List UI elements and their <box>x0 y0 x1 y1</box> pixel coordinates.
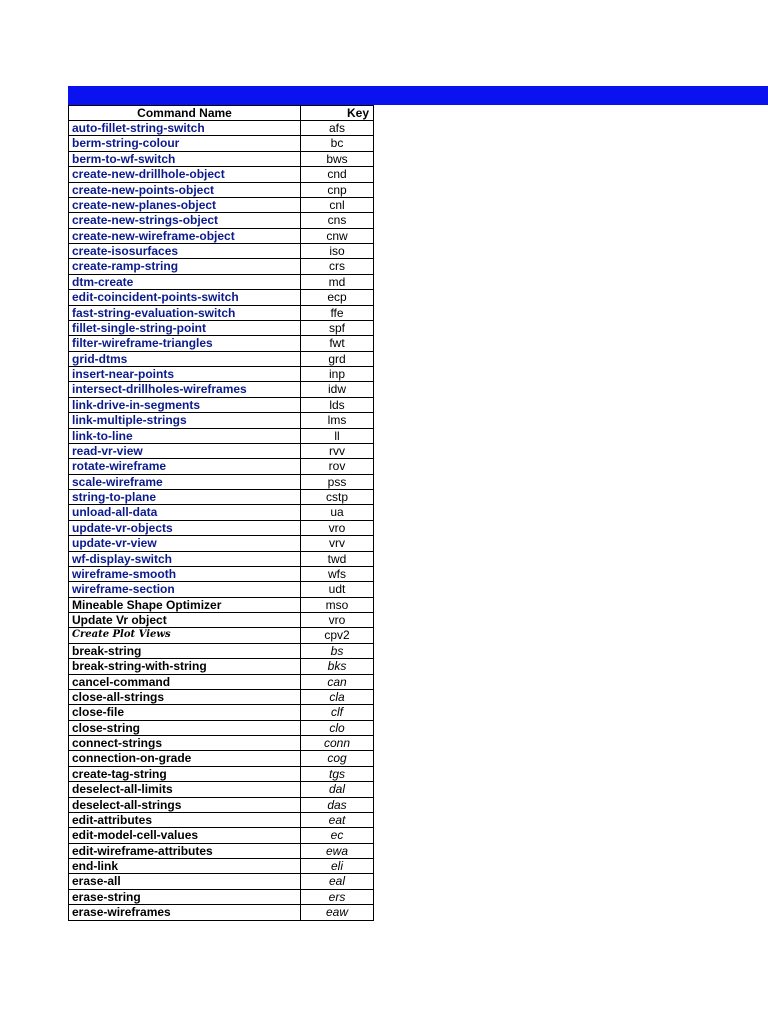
command-name-cell[interactable]: create-tag-string <box>68 767 301 781</box>
table-row[interactable] <box>68 136 374 151</box>
key-cell[interactable]: cpv2 <box>301 628 374 642</box>
table-row[interactable] <box>68 782 374 797</box>
key-cell[interactable]: pss <box>301 475 374 489</box>
key-header: Key <box>301 106 374 120</box>
command-name-cell[interactable]: filter-wireframe-triangles <box>68 336 301 350</box>
table-row[interactable] <box>68 613 374 628</box>
key-cell[interactable]: can <box>301 675 374 689</box>
command-name-cell[interactable]: connection-on-grade <box>68 751 301 765</box>
command-name-cell[interactable]: unload-all-data <box>68 505 301 519</box>
command-name-cell[interactable]: string-to-plane <box>68 490 301 504</box>
key-cell[interactable]: eli <box>301 859 374 873</box>
table-row[interactable] <box>68 429 374 444</box>
key-cell[interactable]: ffe <box>301 306 374 320</box>
key-cell[interactable]: cnd <box>301 167 374 181</box>
table-row[interactable] <box>68 213 374 228</box>
command-name-cell[interactable]: edit-coincident-points-switch <box>68 290 301 304</box>
table-row[interactable] <box>68 475 374 490</box>
table-row[interactable] <box>68 321 374 336</box>
key-cell[interactable]: eal <box>301 874 374 888</box>
command-name-cell[interactable]: Create Plot Views <box>68 628 301 642</box>
table-row[interactable] <box>68 198 374 213</box>
key-cell[interactable]: udt <box>301 582 374 596</box>
key-cell[interactable]: conn <box>301 736 374 750</box>
table-row[interactable] <box>68 767 374 782</box>
table-row[interactable] <box>68 382 374 397</box>
key-cell[interactable]: bs <box>301 644 374 658</box>
key-cell[interactable]: eat <box>301 813 374 827</box>
key-cell[interactable]: cla <box>301 690 374 704</box>
table-row[interactable] <box>68 582 374 597</box>
table-row[interactable] <box>68 798 374 813</box>
key-cell[interactable]: twd <box>301 552 374 566</box>
command-name-cell[interactable]: create-new-drillhole-object <box>68 167 301 181</box>
table-row[interactable] <box>68 398 374 413</box>
command-name-cell[interactable]: scale-wireframe <box>68 475 301 489</box>
key-cell[interactable]: eaw <box>301 905 374 919</box>
table-row[interactable] <box>68 659 374 674</box>
key-cell[interactable]: fwt <box>301 336 374 350</box>
command-name-cell[interactable]: break-string-with-string <box>68 659 301 673</box>
key-cell[interactable]: tgs <box>301 767 374 781</box>
key-cell[interactable]: das <box>301 798 374 812</box>
key-cell[interactable]: grd <box>301 352 374 366</box>
key-cell[interactable]: inp <box>301 367 374 381</box>
table-row[interactable] <box>68 736 374 751</box>
key-cell[interactable]: ers <box>301 890 374 904</box>
key-cell[interactable]: cnl <box>301 198 374 212</box>
table-row[interactable] <box>68 628 374 643</box>
table-row[interactable] <box>68 536 374 551</box>
command-name-cell[interactable]: edit-wireframe-attributes <box>68 844 301 858</box>
key-cell[interactable]: rov <box>301 459 374 473</box>
command-name-cell[interactable]: edit-model-cell-values <box>68 828 301 842</box>
key-cell[interactable]: spf <box>301 321 374 335</box>
command-name-cell[interactable]: cancel-command <box>68 675 301 689</box>
table-row[interactable] <box>68 352 374 367</box>
table-row[interactable] <box>68 844 374 859</box>
command-name-cell[interactable]: create-new-planes-object <box>68 198 301 212</box>
key-cell[interactable]: afs <box>301 121 374 135</box>
command-name-cell[interactable]: create-new-wireframe-object <box>68 229 301 243</box>
command-name-cell[interactable]: wf-display-switch <box>68 552 301 566</box>
command-name-cell[interactable]: intersect-drillholes-wireframes <box>68 382 301 396</box>
command-name-cell[interactable]: create-ramp-string <box>68 259 301 273</box>
table-row[interactable] <box>68 275 374 290</box>
command-name-cell[interactable]: create-new-strings-object <box>68 213 301 227</box>
table-row[interactable] <box>68 552 374 567</box>
key-cell[interactable]: vro <box>301 521 374 535</box>
command-name-cell[interactable]: close-file <box>68 705 301 719</box>
command-name-cell[interactable]: create-new-points-object <box>68 183 301 197</box>
key-cell[interactable]: mso <box>301 598 374 612</box>
table-row[interactable] <box>68 598 374 613</box>
key-cell[interactable]: ewa <box>301 844 374 858</box>
table-row[interactable] <box>68 121 374 136</box>
command-name-header: Command Name <box>68 106 301 120</box>
table-row[interactable] <box>68 675 374 690</box>
command-name-cell[interactable]: insert-near-points <box>68 367 301 381</box>
table-body <box>68 121 374 921</box>
command-name-cell[interactable]: grid-dtms <box>68 352 301 366</box>
table-row[interactable] <box>68 444 374 459</box>
key-cell[interactable]: lms <box>301 413 374 427</box>
key-cell[interactable]: cstp <box>301 490 374 504</box>
key-cell[interactable]: cog <box>301 751 374 765</box>
table-row[interactable] <box>68 859 374 874</box>
table-row[interactable] <box>68 721 374 736</box>
key-cell[interactable]: ua <box>301 505 374 519</box>
table-row[interactable] <box>68 490 374 505</box>
table-row[interactable] <box>68 521 374 536</box>
command-table <box>68 105 374 921</box>
key-cell[interactable]: crs <box>301 259 374 273</box>
table-header <box>68 105 374 121</box>
table-row[interactable] <box>68 690 374 705</box>
command-name-cell[interactable]: close-all-strings <box>68 690 301 704</box>
key-cell[interactable]: idw <box>301 382 374 396</box>
table-row[interactable] <box>68 259 374 274</box>
key-cell[interactable]: cnw <box>301 229 374 243</box>
table-row[interactable] <box>68 244 374 259</box>
key-cell[interactable]: ll <box>301 429 374 443</box>
table-row[interactable] <box>68 183 374 198</box>
command-name-cell[interactable]: deselect-all-limits <box>68 782 301 796</box>
command-name-cell[interactable]: erase-wireframes <box>68 905 301 919</box>
command-name-cell[interactable]: fast-string-evaluation-switch <box>68 306 301 320</box>
command-name-cell[interactable]: dtm-create <box>68 275 301 289</box>
command-name-cell[interactable]: rotate-wireframe <box>68 459 301 473</box>
command-name-cell[interactable]: Mineable Shape Optimizer <box>68 598 301 612</box>
command-name-cell[interactable]: close-string <box>68 721 301 735</box>
table-row[interactable] <box>68 167 374 182</box>
command-name-cell[interactable]: Update Vr object <box>68 613 301 627</box>
table-row[interactable] <box>68 459 374 474</box>
table-row[interactable] <box>68 336 374 351</box>
command-name-cell[interactable]: link-drive-in-segments <box>68 398 301 412</box>
key-cell[interactable]: rvv <box>301 444 374 458</box>
key-cell[interactable]: dal <box>301 782 374 796</box>
key-cell[interactable]: ecp <box>301 290 374 304</box>
table-row[interactable] <box>68 306 374 321</box>
table-row[interactable] <box>68 367 374 382</box>
command-name-cell[interactable]: erase-string <box>68 890 301 904</box>
key-cell[interactable]: wfs <box>301 567 374 581</box>
key-cell[interactable]: clo <box>301 721 374 735</box>
command-name-cell[interactable]: update-vr-view <box>68 536 301 550</box>
command-name-cell[interactable]: fillet-single-string-point <box>68 321 301 335</box>
command-name-cell[interactable]: berm-to-wf-switch <box>68 152 301 166</box>
table-row[interactable] <box>68 890 374 905</box>
table-row[interactable] <box>68 828 374 843</box>
key-cell[interactable]: iso <box>301 244 374 258</box>
table-row[interactable] <box>68 905 374 920</box>
command-name-cell[interactable]: update-vr-objects <box>68 521 301 535</box>
key-cell[interactable]: cns <box>301 213 374 227</box>
table-row[interactable] <box>68 505 374 520</box>
table-row[interactable] <box>68 874 374 889</box>
command-name-cell[interactable]: break-string <box>68 644 301 658</box>
table-row[interactable] <box>68 751 374 766</box>
command-name-cell[interactable]: read-vr-view <box>68 444 301 458</box>
command-name-cell[interactable]: create-isosurfaces <box>68 244 301 258</box>
key-cell[interactable]: bc <box>301 136 374 150</box>
command-name-cell[interactable]: link-to-line <box>68 429 301 443</box>
header-banner <box>68 86 768 105</box>
key-cell[interactable]: bks <box>301 659 374 673</box>
table-row[interactable] <box>68 290 374 305</box>
command-name-cell[interactable]: auto-fillet-string-switch <box>68 121 301 135</box>
key-cell[interactable]: lds <box>301 398 374 412</box>
key-cell[interactable]: vrv <box>301 536 374 550</box>
command-name-cell[interactable]: berm-string-colour <box>68 136 301 150</box>
command-name-cell[interactable]: wireframe-section <box>68 582 301 596</box>
table-row[interactable] <box>68 413 374 428</box>
key-cell[interactable]: ec <box>301 828 374 842</box>
command-name-cell[interactable]: end-link <box>68 859 301 873</box>
table-row[interactable] <box>68 229 374 244</box>
key-cell[interactable]: cnp <box>301 183 374 197</box>
command-name-cell[interactable]: deselect-all-strings <box>68 798 301 812</box>
table-row[interactable] <box>68 152 374 167</box>
table-row[interactable] <box>68 644 374 659</box>
command-name-cell[interactable]: link-multiple-strings <box>68 413 301 427</box>
key-cell[interactable]: md <box>301 275 374 289</box>
table-row[interactable] <box>68 705 374 720</box>
key-cell[interactable]: vro <box>301 613 374 627</box>
command-name-cell[interactable]: edit-attributes <box>68 813 301 827</box>
command-name-cell[interactable]: wireframe-smooth <box>68 567 301 581</box>
command-name-cell[interactable]: connect-strings <box>68 736 301 750</box>
table-row[interactable] <box>68 813 374 828</box>
key-cell[interactable]: bws <box>301 152 374 166</box>
command-name-cell[interactable]: erase-all <box>68 874 301 888</box>
table-row[interactable] <box>68 567 374 582</box>
key-cell[interactable]: clf <box>301 705 374 719</box>
